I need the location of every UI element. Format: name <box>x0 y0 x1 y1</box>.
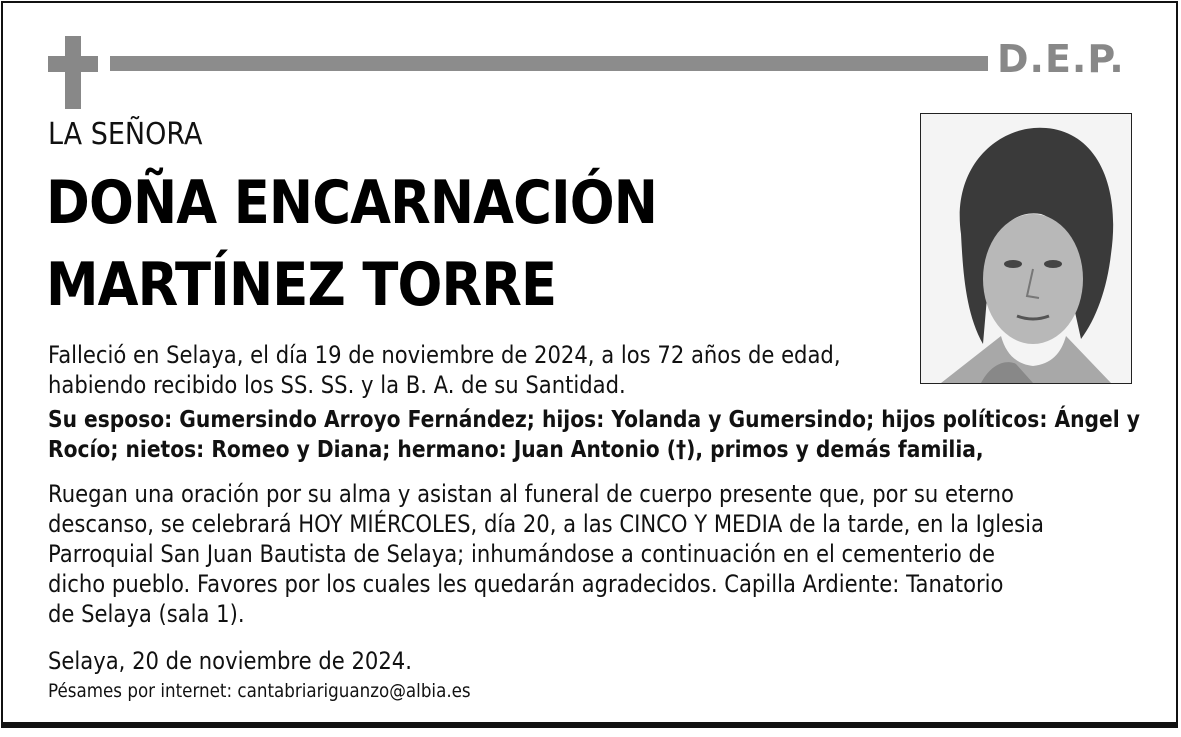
text-line: de Selaya (sala 1). <box>48 600 245 628</box>
portrait-photo <box>920 113 1132 384</box>
text-line: habiendo recibido los SS. SS. y la B. A. de su Santidad. <box>48 371 626 399</box>
cross-icon-vertical <box>65 36 81 109</box>
death-announcement <box>48 340 841 400</box>
text-line: descanso, se celebrará HOY MIÉRCOLES, día 20, a las CINCO Y MEDIA de la tarde, en la Iglesia <box>48 510 1044 538</box>
dep-label: D.E.P. <box>997 37 1125 81</box>
text-line: Ruegan una oración por su alma y asistan al funeral de cuerpo presente que, por su eterno <box>48 480 1014 508</box>
header-rule <box>110 56 988 71</box>
notice-title: LA SEÑORA <box>48 117 203 152</box>
deceased-name-line1: DOÑA ENCARNACIÓN <box>46 168 658 238</box>
deceased-name-line2: MARTÍNEZ TORRE <box>46 250 557 320</box>
text-line: Su esposo: Gumersindo Arroyo Fernández; hijos: Yolanda y Gumersindo; hijos políticos: Ángel y <box>48 407 1140 433</box>
text-line: dicho pueblo. Favores por los cuales les quedarán agradecidos. Capilla Ardiente: Tanatorio <box>48 570 1004 598</box>
date-line: Selaya, 20 de noviembre de 2024. <box>48 647 412 675</box>
text-line: Falleció en Selaya, el día 19 de noviembre de 2024, a los 72 años de edad, <box>48 341 841 369</box>
condolences-line: Pésames por internet: cantabriariguanzo@albia.es <box>48 680 471 702</box>
text-line: Rocío; nietos: Romeo y Diana; hermano: Juan Antonio (†), primos y demás familia, <box>48 437 984 463</box>
family-list <box>48 405 1140 465</box>
funeral-details <box>48 479 1044 629</box>
text-line: Parroquial San Juan Bautista de Selaya; inhumándose a continuación en el cementerio de <box>48 540 995 568</box>
portrait-illustration <box>921 114 1131 383</box>
cross-icon-horizontal <box>48 56 98 72</box>
